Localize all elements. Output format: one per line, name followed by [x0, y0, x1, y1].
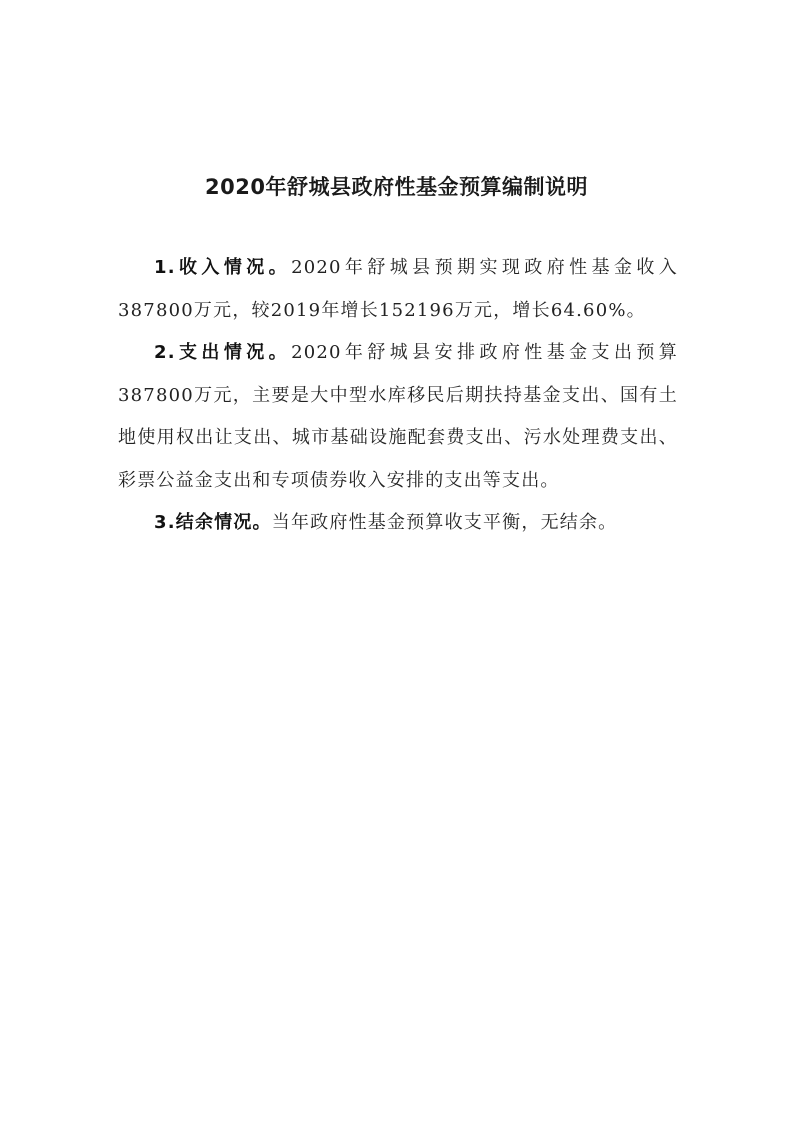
paragraph-heading: 3.结余情况。 — [154, 512, 272, 533]
paragraph-heading: 1.收入情况。 — [154, 257, 292, 278]
paragraph-expenditure — [118, 332, 678, 502]
paragraph-heading: 2.支出情况。 — [154, 342, 292, 363]
paragraph-balance — [118, 502, 678, 545]
paragraph-text: 当年政府性基金预算收支平衡，无结余。 — [271, 512, 618, 533]
paragraph-income — [118, 247, 678, 332]
paragraph-text: 2020年舒城县预期实现政府性基金收入387800万元，较2019年增长152196万元，增长64.60%。 — [118, 257, 679, 321]
document-body — [118, 247, 678, 545]
paragraph-text: 2020年舒城县安排政府性基金支出预算387800万元，主要是大中型水库移民后期扶持基金支出、国有土地使用权出让支出、城市基础设施配套费支出、污水处理费支出、彩票公益金支出和专项债券收入安排的支出等支出。 — [118, 342, 679, 491]
document-title: 2020年舒城县政府性基金预算编制说明 — [205, 175, 588, 199]
